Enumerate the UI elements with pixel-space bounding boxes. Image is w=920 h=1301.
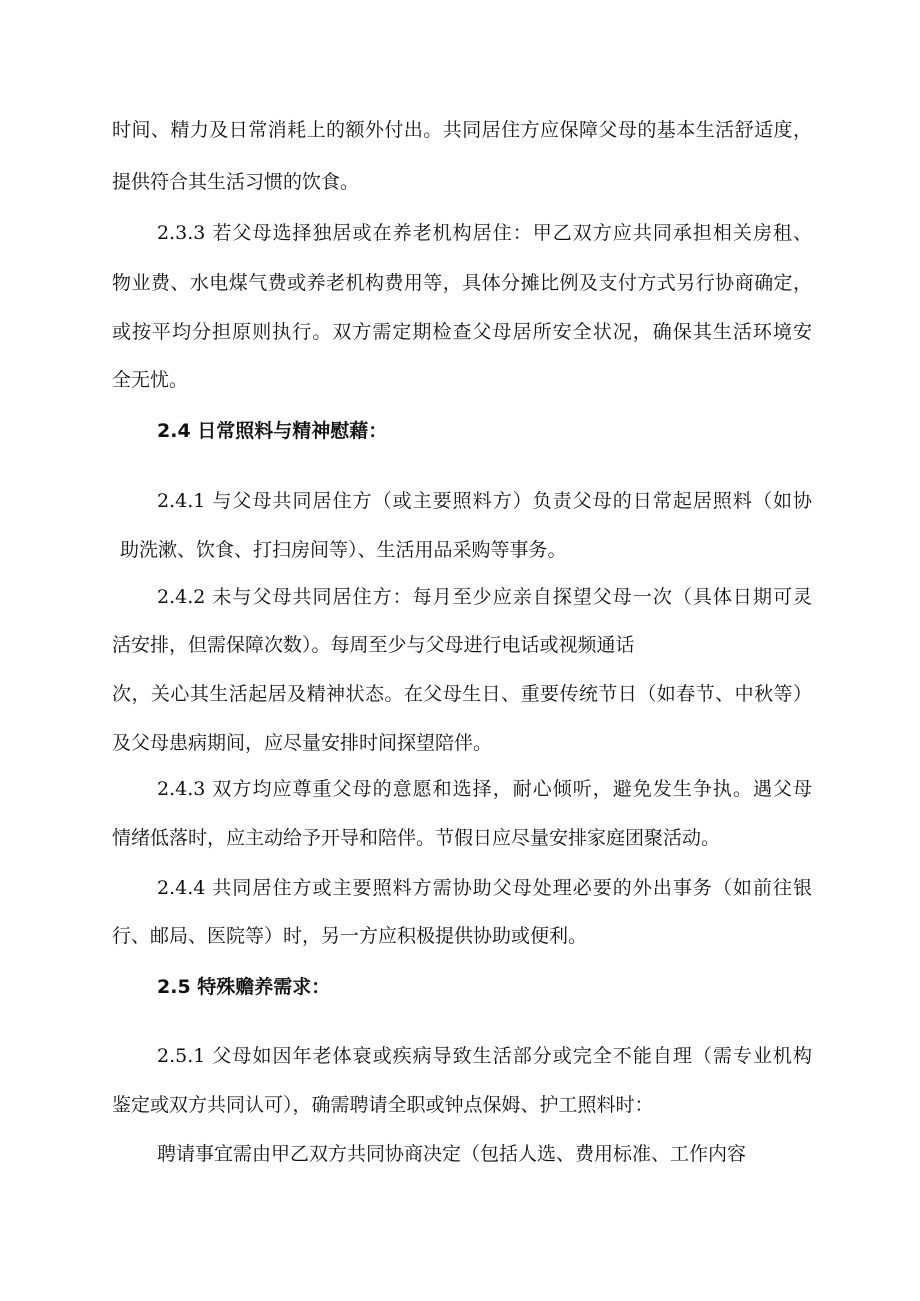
clause-2-5-1: 2.5.1 父母如因年老体衰或疾病导致生活部分或完全不能自理（需专业机构 — [157, 1045, 812, 1067]
text-line: 行、邮局、医院等）时，另一方应积极提供协助或便利。 — [112, 925, 588, 947]
clause-2-4-1: 2.4.1 与父母共同居住方（或主要照料方）负责父母的日常起居照料（如协 — [157, 490, 812, 512]
text-line: 全无忧。 — [112, 369, 189, 391]
clause-2-4-2: 2.4.2 未与父母共同居住方：每月至少应亲自探望父母一次（具体日期可灵 — [157, 586, 812, 608]
text-line: 助洗漱、饮食、打扫房间等）、生活用品采购等事务。 — [120, 539, 567, 561]
section-heading-2-5: 2.5 特殊赡养需求： — [157, 976, 331, 998]
text-line: 次，关心其生活起居及精神状态。在父母生日、重要传统节日（如春节、中秋等） — [112, 683, 812, 705]
text-line: 聘请事宜需由甲乙双方共同协商决定（包括人选、费用标准、工作内容 — [157, 1143, 747, 1165]
clause-2-4-3: 2.4.3 双方均应尊重父母的意愿和选择，耐心倾听，避免发生争执。遇父母 — [157, 778, 812, 800]
text-line: 物业费、水电煤气费或养老机构费用等，具体分摊比例及支付方式另行协商确定， — [112, 272, 812, 294]
clause-2-3-3: 2.3.3 若父母选择独居或在养老机构居住：甲乙双方应共同承担相关房租、 — [157, 222, 812, 244]
text-line: 活安排，但需保障次数）。每周至少与父母进行电话或视频通话 — [112, 634, 635, 656]
clause-2-4-4: 2.4.4 共同居住方或主要照料方需协助父母处理必要的外出事务（如前往银 — [157, 877, 812, 899]
text-line: 或按平均分担原则执行。双方需定期检查父母居所安全状况，确保其生活环境安 — [112, 321, 812, 343]
text-line: 时间、精力及日常消耗上的额外付出。共同居住方应保障父母的基本生活舒适度， — [112, 119, 812, 141]
section-heading-2-4: 2.4 日常照料与精神慰藉： — [157, 420, 388, 442]
text-line: 鉴定或双方共同认可），确需聘请全职或钟点保姆、护工照料时： — [112, 1094, 654, 1116]
text-line: 提供符合其生活习惯的饮食。 — [112, 171, 360, 193]
text-line: 及父母患病期间，应尽量安排时间探望陪伴。 — [112, 732, 493, 754]
text-line: 情绪低落时，应主动给予开导和陪伴。节假日应尽量安排家庭团聚活动。 — [112, 827, 721, 849]
